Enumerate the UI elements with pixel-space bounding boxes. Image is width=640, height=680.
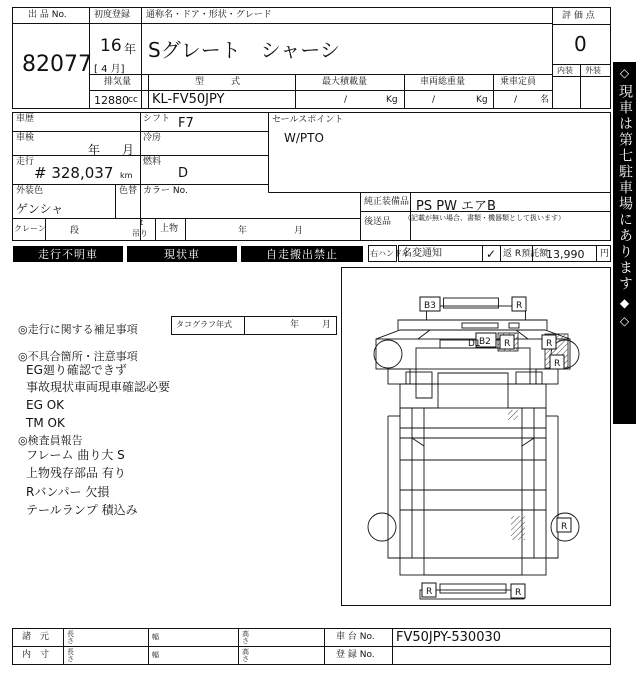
- yen-unit: 円: [600, 249, 610, 259]
- name-change-check: ✓: [486, 247, 497, 261]
- right-hand-label: 右ハンドル: [370, 249, 410, 258]
- defect-line: EG廻り確認できず: [26, 363, 127, 377]
- model-value: KL-FV50JPY: [152, 92, 225, 107]
- km-unit: km: [120, 171, 133, 180]
- inspector-line: Rバンパー 欠損: [26, 485, 110, 499]
- first-reg-label: 初度登録: [94, 10, 131, 20]
- inspection-year-unit: 年: [88, 143, 101, 157]
- defect-line: EG OK: [26, 398, 65, 412]
- height-label: 高さ: [242, 648, 249, 663]
- color-no-label: カラー No.: [143, 186, 188, 196]
- displacement-value: 12880: [94, 94, 129, 107]
- unknown-mileage-badge: 走行不明車: [13, 246, 123, 262]
- cc-unit: cc: [128, 95, 138, 105]
- supplement-title: ◎走行に関する補足事項: [18, 323, 138, 336]
- vehicle-diagram: [342, 268, 611, 606]
- specs-label: 諸 元: [22, 632, 50, 642]
- defects-title: ◎不具合箇所・注意事項: [18, 350, 138, 363]
- history-label: 車歴: [16, 114, 35, 124]
- inspector-line: フレーム 曲り大 S: [26, 448, 125, 462]
- score-value: 0: [574, 32, 587, 56]
- mileage-value: # 328,037: [34, 164, 114, 182]
- crane-label: クレーン: [14, 224, 46, 233]
- name-change-label: 名変通知: [402, 248, 442, 259]
- capacity-label: 乗車定員: [500, 77, 537, 87]
- recycle-label: 返 R預託額: [503, 249, 549, 259]
- mark-r: R: [554, 359, 561, 369]
- slash: /: [344, 95, 348, 105]
- reg-year: 16: [100, 36, 122, 56]
- exterior-label: 外装: [585, 66, 601, 75]
- chassis-number: FV50JPY-530030: [396, 630, 502, 645]
- diamond-icon: ◇: [619, 66, 630, 80]
- uemono-month: 月: [294, 226, 304, 236]
- ac-label: 冷房: [143, 133, 162, 143]
- tacho-year: 年: [290, 320, 300, 330]
- lot-number: 82077: [22, 52, 92, 77]
- parking-notice-bar: [613, 62, 636, 424]
- mileage-label: 走行: [16, 157, 35, 167]
- defect-line: TM OK: [26, 416, 65, 430]
- mark-r: R: [504, 339, 511, 349]
- slash: /: [432, 95, 436, 105]
- ext-color-label: 外装色: [16, 186, 44, 196]
- inspector-line: テールランプ 積込み: [26, 503, 138, 517]
- lot-label: 出 品 No.: [28, 10, 67, 20]
- mark-r: R: [515, 588, 522, 598]
- reg-year-unit: 年: [124, 42, 137, 56]
- inspection-label: 車検: [16, 133, 35, 143]
- diamond-icon: ◇: [619, 314, 630, 328]
- chassis-label: 車 台 No.: [336, 632, 375, 642]
- diamond-icon: ◆: [619, 296, 630, 310]
- retrofit-label: 後送品: [364, 217, 392, 227]
- gross-weight-label: 車両総重量: [420, 77, 466, 87]
- mark-r: R: [546, 339, 553, 349]
- max-load-label: 最大積載量: [322, 77, 368, 87]
- width-label: 幅: [152, 651, 159, 659]
- model-label: 型 式: [195, 77, 241, 87]
- as-is-badge: 現状車: [127, 246, 237, 262]
- recycle-amount: 13,990: [546, 248, 585, 261]
- genuine-equip-value: PS PW エアB: [416, 199, 496, 214]
- interior-label: 内装: [557, 66, 573, 75]
- mark-r: R: [561, 522, 568, 532]
- mark-d1-label: D1: [468, 339, 481, 349]
- mark-r: R: [426, 587, 433, 597]
- fuel-value: D: [178, 166, 189, 181]
- retrofit-note: （記載が無い場合、書類・機器類として扱います）: [404, 214, 565, 222]
- inner-dim-label: 内 寸: [22, 650, 50, 660]
- mark-b2: B2: [479, 337, 491, 347]
- tacho-month: 月: [322, 320, 332, 330]
- parking-notice-text: 現車は第七駐車場にあります: [617, 84, 633, 292]
- genuine-equip-label: 純正装備品: [364, 197, 410, 207]
- shift-value: F7: [178, 116, 194, 131]
- registration-label: 登 録 No.: [336, 650, 375, 660]
- shift-label: シフト: [143, 114, 171, 124]
- vehicle-name: Sグレート シャーシ: [148, 38, 340, 62]
- inspector-title: ◎検査員報告: [18, 434, 83, 447]
- damage-hatch: [511, 516, 525, 540]
- vehicle-name-label: 通称名・ドア・形状・グレード: [146, 10, 272, 20]
- mark-r: R: [516, 301, 523, 311]
- kg-unit: Kg: [476, 95, 488, 105]
- uemono-label: 上物: [160, 224, 179, 234]
- crane-dan: 段: [70, 226, 80, 236]
- fuel-label: 燃料: [143, 157, 162, 167]
- crane-tsuri: 吊り: [132, 229, 148, 238]
- ext-color-value: ゲンシャ: [16, 202, 64, 216]
- color-change-label: 色替: [119, 186, 138, 196]
- defect-line: 事故現状車両現車確認必要: [26, 380, 171, 394]
- crane-t: t: [140, 218, 144, 227]
- score-label: 評 価 点: [562, 11, 595, 21]
- kg-unit: Kg: [386, 95, 398, 105]
- inspector-line: 上物残存部品 有り: [26, 466, 126, 480]
- sales-point-value: W/PTO: [284, 131, 324, 145]
- uemono-year: 年: [238, 226, 248, 236]
- capacity-unit: 名: [540, 95, 550, 105]
- tacho-label: タコグラフ年式: [176, 320, 232, 329]
- reg-month: [ 4 月]: [94, 64, 125, 75]
- length-label: 長さ: [67, 630, 74, 645]
- slash: /: [514, 95, 518, 105]
- mark-b3: B3: [424, 301, 436, 311]
- inspection-month-unit: 月: [122, 143, 135, 157]
- no-self-drive-badge: 自走搬出禁止: [241, 246, 363, 262]
- sales-point-label: セールスポイント: [272, 115, 344, 125]
- height-label: 高さ: [242, 630, 249, 645]
- width-label: 幅: [152, 633, 159, 641]
- displacement-label: 排気量: [104, 77, 132, 87]
- length-label: 長さ: [67, 648, 74, 663]
- damage-hatch: [508, 410, 518, 420]
